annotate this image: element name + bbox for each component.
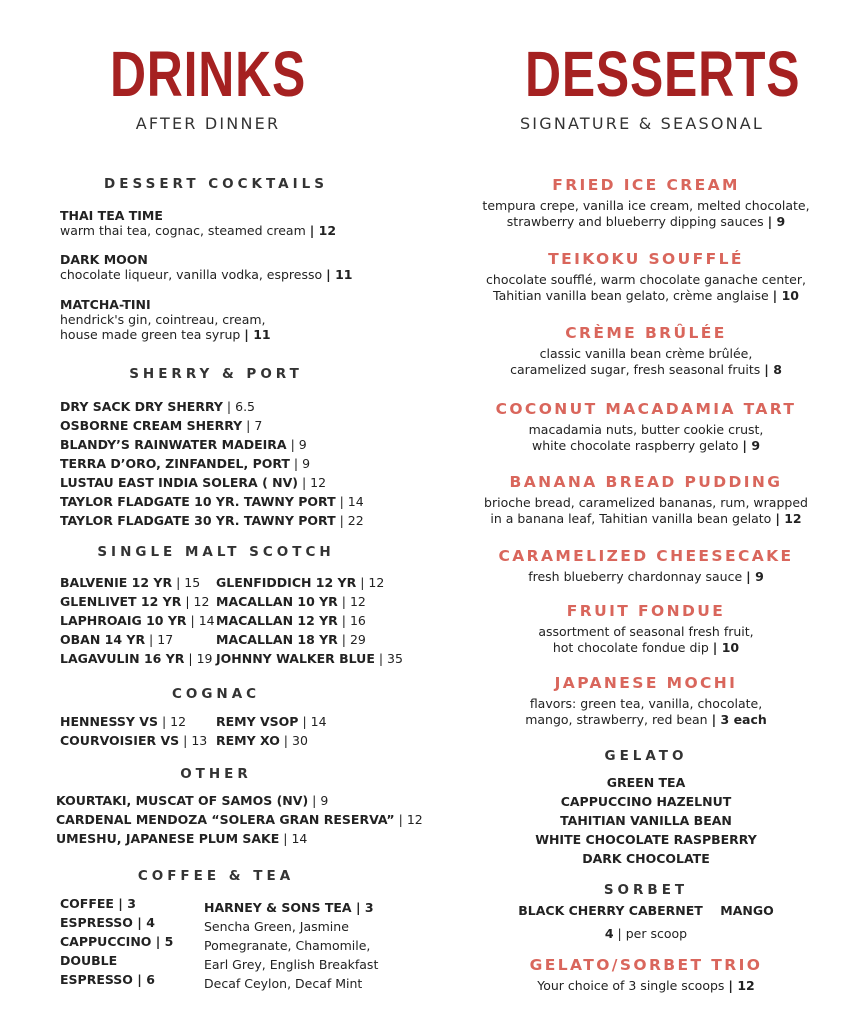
dessert-name: COCONUT MACADAMIA TART (495, 400, 797, 418)
dessert-description: in a banana leaf, Tahitian vanilla bean gelato (490, 511, 772, 526)
dessert-name: CRÈME BRÛLÉE (565, 324, 727, 342)
item-name: TERRA D’ORO, ZINFANDEL, PORT (60, 456, 290, 471)
dessert-description: chocolate soufflé, warm chocolate ganache center, (486, 272, 806, 287)
dessert-description: hot chocolate fondue dip (552, 640, 709, 655)
item-price: 6.5 (235, 399, 256, 414)
dessert-item: COCONUT MACADAMIA TART macadamia nuts, butter cookie crust, white chocolate raspberry gelato | 9 (462, 400, 830, 454)
drinks-title: DRINKS (109, 38, 307, 110)
dessert-item: TEIKOKU SOUFFLÉ chocolate soufflé, warm chocolate ganache center, Tahitian vanilla bean gelato, crème anglaise | 10 (462, 250, 830, 304)
item-name: GLENLIVET 12 YR (60, 594, 182, 609)
dessert-description: fresh blueberry chardonnay sauce (528, 569, 743, 584)
dessert-description: Your choice of 3 single scoops (537, 978, 725, 993)
gelato-heading: GELATO (604, 748, 688, 764)
dessert-description: white chocolate raspberry gelato (531, 438, 739, 453)
list-item: MACALLAN 12 YR | 16 (216, 613, 366, 628)
item-price: 14 (198, 613, 215, 628)
cocktail-name: DARK MOON (60, 252, 148, 267)
item-price: 17 (157, 632, 174, 647)
list-item: MACALLAN 18 YR | 29 (216, 632, 366, 647)
cocktail-name: THAI TEA TIME (60, 208, 163, 223)
dessert-price: 10 (781, 288, 799, 303)
list-item: KOURTAKI, MUSCAT OF SAMOS (NV) | 9 (56, 793, 329, 808)
cognac-heading: COGNAC (171, 686, 261, 702)
item-name: TAYLOR FLADGATE 30 YR. TAWNY PORT (60, 513, 336, 528)
dessert-description: tempura crepe, vanilla ice cream, melted chocolate, (482, 198, 810, 213)
dessert-item: JAPANESE MOCHI flavors: green tea, vanilla, chocolate, mango, strawberry, red bean | 3 each (462, 674, 830, 728)
list-item: LAPHROAIG 10 YR | 14 (60, 613, 215, 628)
dessert-name: FRUIT FONDUE (566, 602, 726, 620)
list-item: REMY XO | 30 (216, 733, 308, 748)
dessert-item: BANANA BREAD PUDDING brioche bread, caramelized bananas, rum, wrapped in a banana leaf, Tahitian vanilla bean gelato | 12 (462, 473, 830, 527)
item-price: 29 (349, 632, 366, 647)
dessert-price: 9 (755, 569, 764, 584)
list-item: GREEN TEA (606, 775, 686, 790)
item-name: CARDENAL MENDOZA “SOLERA GRAN RESERVA” (56, 812, 395, 827)
sherry-list (60, 397, 364, 530)
cocktails-heading: DESSERT COCKTAILS (104, 176, 328, 192)
list-item: TERRA D’ORO, ZINFANDEL, PORT | 9 (60, 456, 311, 471)
list-item: DOUBLE (60, 953, 118, 968)
item-price: 9 (298, 437, 307, 452)
dessert-description: mango, strawberry, red bean (525, 712, 708, 727)
item-price: 13 (191, 733, 208, 748)
sorbet-heading: SORBET (603, 882, 689, 898)
list-item: TAHITIAN VANILLA BEAN (560, 813, 732, 828)
list-item: UMESHU, JAPANESE PLUM SAKE | 14 (56, 831, 308, 846)
item-name: OBAN 14 YR (60, 632, 146, 647)
item-price: 12 (193, 594, 210, 609)
item-name: KOURTAKI, MUSCAT OF SAMOS (NV) (56, 793, 309, 808)
drinks-subtitle: AFTER DINNER (135, 114, 281, 133)
item-price: 9 (302, 456, 311, 471)
item-name: LAPHROAIG 10 YR (60, 613, 187, 628)
dessert-name: FRIED ICE CREAM (552, 176, 740, 194)
item-price: 35 (387, 651, 403, 666)
dessert-item: CRÈME BRÛLÉE classic vanilla bean crème brûlée, caramelized sugar, fresh seasonal fruits | 8 (462, 324, 830, 378)
dessert-name: BANANA BREAD PUDDING (509, 473, 783, 491)
tea-list (204, 898, 378, 993)
other-heading: OTHER (180, 766, 252, 782)
cocktail-item: MATCHA-TINI hendrick's gin, cointreau, cream, house made green tea syrup | 11 (60, 297, 271, 342)
list-item: GLENFIDDICH 12 YR | 12 (216, 575, 385, 590)
list-item: BLANDY’S RAINWATER MADEIRA | 9 (60, 437, 307, 452)
list-item: BALVENIE 12 YR | 15 (60, 575, 201, 590)
coffee-heading: COFFEE & TEA (137, 868, 295, 884)
dessert-description: strawberry and blueberry dipping sauces (506, 214, 764, 229)
list-item: Decaf Ceylon, Decaf Mint (204, 976, 363, 991)
list-item: DRY SACK DRY SHERRY | 6.5 (60, 399, 256, 414)
dessert-name: JAPANESE MOCHI (554, 674, 738, 692)
item-price: 7 (254, 418, 263, 433)
list-item: Earl Grey, English Breakfast (204, 957, 379, 972)
item-price: 14 (310, 714, 327, 729)
cocktail-description: house made green tea syrup (60, 327, 241, 342)
item-name: MACALLAN 10 YR (216, 594, 338, 609)
item-name: MACALLAN 12 YR (216, 613, 338, 628)
scotch-heading: SINGLE MALT SCOTCH (97, 544, 335, 560)
list-item: GLENLIVET 12 YR | 12 (60, 594, 210, 609)
tea-title: HARNEY & SONS TEA | 3 (204, 900, 374, 915)
dessert-price: 12 (784, 511, 802, 526)
item-name: JOHNNY WALKER BLUE (216, 651, 375, 666)
list-item: ESPRESSO | 6 (60, 972, 155, 987)
dessert-description: brioche bread, caramelized bananas, rum, wrapped (484, 495, 808, 510)
scotch-right-list (216, 573, 403, 668)
cocktail-item: THAI TEA TIME warm thai tea, cognac, steamed cream | 12 (60, 208, 337, 238)
list-item: WHITE CHOCOLATE RASPBERRY (535, 832, 757, 847)
item-name: LAGAVULIN 16 YR (60, 651, 185, 666)
list-item: ESPRESSO | 4 (60, 915, 155, 930)
item-name: UMESHU, JAPANESE PLUM SAKE (56, 831, 280, 846)
list-item: Sencha Green, Jasmine (204, 919, 349, 934)
cocktail-description: hendrick's gin, cointreau, cream, (60, 312, 266, 327)
list-item: CARDENAL MENDOZA “SOLERA GRAN RESERVA” | 12 (56, 812, 423, 827)
dessert-name: CARAMELIZED CHEESECAKE (498, 547, 794, 565)
cocktail-price: 11 (335, 267, 353, 282)
item-name: OSBORNE CREAM SHERRY (60, 418, 243, 433)
item-name: REMY VSOP (216, 714, 299, 729)
item-price: 15 (184, 575, 201, 590)
list-item: MACALLAN 10 YR | 12 (216, 594, 366, 609)
item-price: 16 (349, 613, 366, 628)
list-item: REMY VSOP | 14 (216, 714, 327, 729)
dessert-price: 8 (773, 362, 782, 377)
list-item: BLACK CHERRY CABERNET (518, 903, 703, 918)
list-item: LAGAVULIN 16 YR | 19 (60, 651, 213, 666)
gelato-list (462, 773, 830, 868)
dessert-price: 9 (776, 214, 786, 229)
scotch-left-list (60, 573, 215, 668)
dessert-price: 9 (751, 438, 761, 453)
desserts-title: DESSERTS (525, 38, 801, 110)
list-item: OSBORNE CREAM SHERRY | 7 (60, 418, 263, 433)
list-item: CAPPUCCINO HAZELNUT (560, 794, 732, 809)
dessert-item: FRUIT FONDUE assortment of seasonal fresh fruit, hot chocolate fondue dip | 10 (462, 602, 830, 656)
cognac-left-list (60, 712, 207, 750)
item-name: BALVENIE 12 YR (60, 575, 173, 590)
list-item: COURVOISIER VS | 13 (60, 733, 208, 748)
list-item: DARK CHOCOLATE (582, 851, 710, 866)
item-name: TAYLOR FLADGATE 10 YR. TAWNY PORT (60, 494, 336, 509)
list-item: MANGO (720, 903, 774, 918)
sorbet-price-suffix: per scoop (625, 926, 688, 941)
cocktail-item: DARK MOON chocolate liqueur, vanilla vodka, espresso | 11 (60, 252, 353, 282)
cocktail-name: MATCHA-TINI (60, 297, 151, 312)
dessert-description: flavors: green tea, vanilla, chocolate, (529, 696, 763, 711)
sorbet-flavors: BLACK CHERRY CABERNET MANGO 4 | per scoop (518, 903, 774, 941)
cognac-right-list (216, 712, 327, 750)
dessert-item: GELATO/SORBET TRIO Your choice of 3 single scoops | 12 (462, 956, 830, 994)
item-name: LUSTAU EAST INDIA SOLERA ( NV) (60, 475, 298, 490)
sorbet-price: 4 (604, 926, 614, 941)
item-price: 9 (320, 793, 329, 808)
item-price: 30 (292, 733, 308, 748)
list-item: TAYLOR FLADGATE 10 YR. TAWNY PORT | 14 (60, 494, 364, 509)
item-name: HENNESSY VS (60, 714, 158, 729)
dessert-description: classic vanilla bean crème brûlée, (539, 346, 753, 361)
item-price: 12 (310, 475, 327, 490)
coffee-list (60, 894, 173, 989)
item-price: 19 (196, 651, 213, 666)
item-price: 14 (291, 831, 308, 846)
other-list (56, 791, 423, 848)
list-item: HENNESSY VS | 12 (60, 714, 187, 729)
list-item: TAYLOR FLADGATE 30 YR. TAWNY PORT | 22 (60, 513, 364, 528)
list-item: COFFEE | 3 (60, 896, 136, 911)
dessert-price: 12 (737, 978, 755, 993)
item-price: 22 (347, 513, 364, 528)
item-name: REMY XO (216, 733, 280, 748)
dessert-description: assortment of seasonal fresh fruit, (538, 624, 754, 639)
cocktail-description: chocolate liqueur, vanilla vodka, espresso (60, 267, 323, 282)
dessert-item: FRIED ICE CREAM tempura crepe, vanilla ice cream, melted chocolate, strawberry and blueberry dipping sauces | 9 (462, 176, 830, 230)
dessert-name: GELATO/SORBET TRIO (529, 956, 763, 974)
cocktail-price: 11 (253, 327, 271, 342)
list-item: JOHNNY WALKER BLUE | 35 (216, 651, 403, 666)
sherry-heading: SHERRY & PORT (129, 366, 303, 382)
list-item: OBAN 14 YR | 17 (60, 632, 174, 647)
dessert-price: 10 (721, 640, 740, 655)
desserts-subtitle: SIGNATURE & SEASONAL (519, 114, 765, 133)
list-item: Pomegranate, Chamomile, (204, 938, 371, 953)
cocktail-price: 12 (318, 223, 337, 238)
item-price: 12 (368, 575, 385, 590)
dessert-item: CARAMELIZED CHEESECAKE fresh blueberry chardonnay sauce | 9 (462, 547, 830, 585)
item-price: 14 (347, 494, 364, 509)
list-item: CAPPUCCINO | 5 (60, 934, 174, 949)
item-name: BLANDY’S RAINWATER MADEIRA (60, 437, 287, 452)
dessert-description: macadamia nuts, butter cookie crust, (528, 422, 764, 437)
dessert-price: 3 each (720, 712, 767, 727)
dessert-description: Tahitian vanilla bean gelato, crème anglaise (493, 288, 769, 303)
item-name: DRY SACK DRY SHERRY (60, 399, 223, 414)
item-price: 12 (406, 812, 423, 827)
item-name: MACALLAN 18 YR (216, 632, 338, 647)
cocktail-description: warm thai tea, cognac, steamed cream (60, 223, 306, 238)
item-price: 12 (349, 594, 366, 609)
item-name: GLENFIDDICH 12 YR (216, 575, 357, 590)
list-item: LUSTAU EAST INDIA SOLERA ( NV) | 12 (60, 475, 327, 490)
dessert-description: caramelized sugar, fresh seasonal fruits (510, 362, 761, 377)
item-name: COURVOISIER VS (60, 733, 180, 748)
item-price: 12 (170, 714, 187, 729)
dessert-name: TEIKOKU SOUFFLÉ (548, 250, 744, 268)
